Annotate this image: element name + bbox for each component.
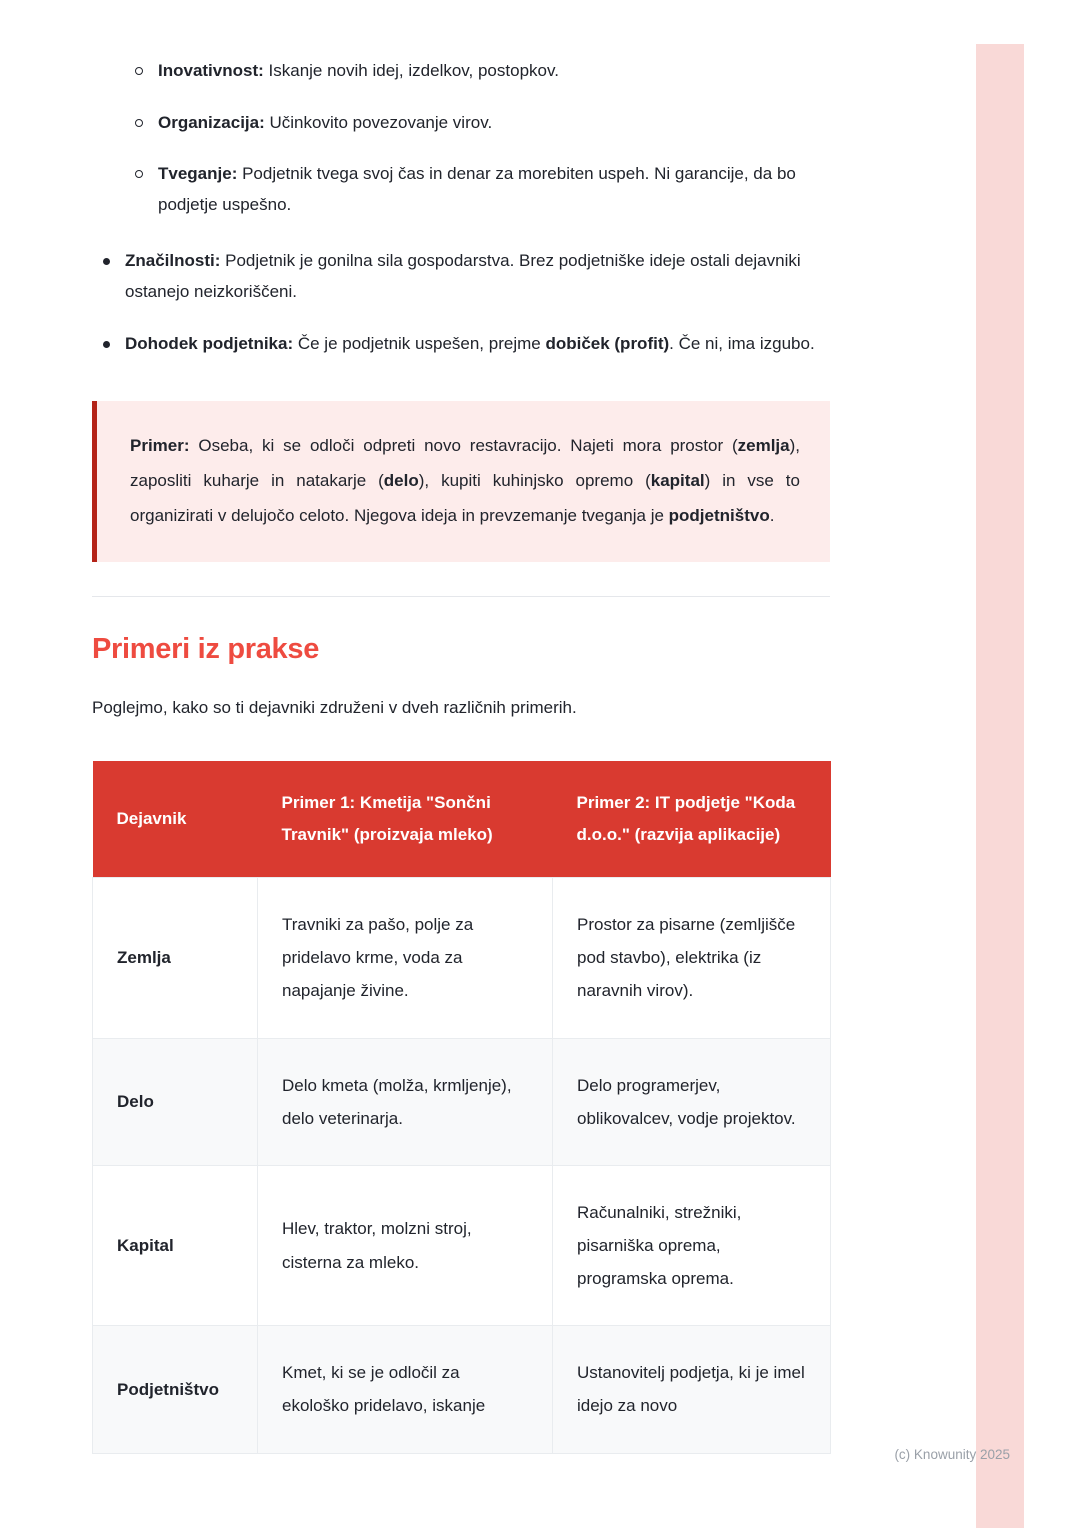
factor-cell: Delo (93, 1038, 258, 1165)
list-item-text (125, 329, 815, 360)
circle-bullet-icon (135, 119, 143, 127)
callout-text-segment: ), zaposliti kuharje in natakarje ( (130, 436, 800, 490)
example1-cell: Travniki za pašo, polje za pridelavo krme, voda za napajanje živine. (258, 878, 553, 1038)
table-header-cell: Primer 2: IT podjetje "Koda d.o.o." (razvija aplikacije) (553, 761, 831, 878)
example1-cell: Delo kmeta (molža, krmljenje), delo veterinarja. (258, 1038, 553, 1165)
item-label: Dohodek podjetnika: (125, 333, 294, 353)
copyright-notice: (c) Knowunity 2025 (894, 1447, 1010, 1462)
table-header-cell: Dejavnik (93, 761, 258, 878)
list-item-text (158, 108, 492, 139)
disc-bullet-icon (103, 341, 110, 348)
factor-cell: Kapital (93, 1165, 258, 1325)
list-item (103, 246, 830, 307)
callout-bold-segment: zemlja (737, 436, 790, 456)
callout-paragraph (130, 429, 800, 534)
section-heading: Primeri iz prakse (92, 632, 320, 665)
section-intro: Poglejmo, kako so ti dejavniki združeni v dveh različnih primerih. (92, 697, 577, 717)
example2-cell: Računalniki, strežniki, pisarniška oprema, programska oprema. (553, 1165, 831, 1325)
example1-cell: Hlev, traktor, molzni stroj, cisterna za mleko. (258, 1165, 553, 1325)
example2-cell: Ustanovitelj podjetja, ki je imel idejo za novo (553, 1326, 831, 1453)
item-label: Tveganje: (158, 164, 238, 184)
example1-cell: Kmet, ki se je odločil za ekološko pridelavo, iskanje (258, 1326, 553, 1453)
table-row (93, 1038, 831, 1165)
list-item (135, 159, 830, 220)
list-item (103, 329, 830, 360)
circle-bullet-icon (135, 67, 143, 75)
item-body: Podjetnik je gonilna sila gospodarstva. Brez podjetniške ideje ostali dejavniki ostanejo neizkoriščeni. (125, 251, 801, 301)
table-header (93, 761, 831, 878)
factor-cell: Podjetništvo (93, 1326, 258, 1453)
callout-text-segment: . (769, 505, 775, 525)
item-bold: dobiček (profit) (545, 333, 670, 353)
list-item-text (158, 159, 830, 220)
list-item-text (158, 56, 559, 87)
item-body: Iskanje novih idej, izdelkov, postopkov. (263, 61, 559, 80)
table-body (93, 878, 831, 1453)
circle-bullet-icon (135, 170, 143, 178)
example2-cell: Prostor za pisarne (zemljišče pod stavbo), elektrika (iz naravnih virov). (553, 878, 831, 1038)
table-row (93, 878, 831, 1038)
sub-bullet-list (92, 56, 830, 220)
item-body: Če je podjetnik uspešen, prejme (293, 333, 546, 353)
page-edge-stripe (976, 44, 1024, 1528)
examples-table (92, 761, 831, 1454)
table-header-row (93, 761, 831, 878)
disc-bullet-icon (103, 258, 110, 265)
callout-text-segment: Oseba, ki se odloči odpreti novo restavracijo. Najeti mora prostor ( (189, 436, 738, 456)
item-label: Značilnosti: (125, 251, 221, 271)
document-content (92, 56, 830, 1454)
callout-bold-segment: podjetništvo (668, 505, 770, 525)
example2-cell: Delo programerjev, oblikovalcev, vodje projektov. (553, 1038, 831, 1165)
example-callout (92, 401, 830, 562)
item-body: . Če ni, ima izgubo. (669, 333, 815, 353)
item-label: Organizacija: (158, 112, 265, 132)
callout-bold-segment: delo (383, 471, 419, 490)
main-bullet-list (92, 246, 830, 359)
factor-cell: Zemlja (93, 878, 258, 1038)
list-item (135, 108, 830, 139)
callout-label: Primer: (130, 436, 190, 456)
item-label: Inovativnost: (158, 61, 264, 80)
list-item (135, 56, 830, 87)
section-divider (92, 596, 830, 597)
callout-text-segment: ) in vse to organizirati v delujočo celoto. Njegova ideja in prevzemanje tveganja je (130, 471, 800, 525)
table-header-cell: Primer 1: Kmetija "Sončni Travnik" (proizvaja mleko) (258, 761, 553, 878)
table-row (93, 1165, 831, 1325)
item-body: Podjetnik tvega svoj čas in denar za morebiten uspeh. Ni garancije, da bo podjetje uspešno. (158, 164, 796, 214)
item-body: Učinkovito povezovanje virov. (264, 112, 493, 132)
table-row (93, 1326, 831, 1453)
callout-bold-segment: kapital (650, 471, 705, 490)
list-item-text (125, 246, 830, 307)
callout-text-segment: ), kupiti kuhinjsko opremo ( (418, 471, 651, 490)
